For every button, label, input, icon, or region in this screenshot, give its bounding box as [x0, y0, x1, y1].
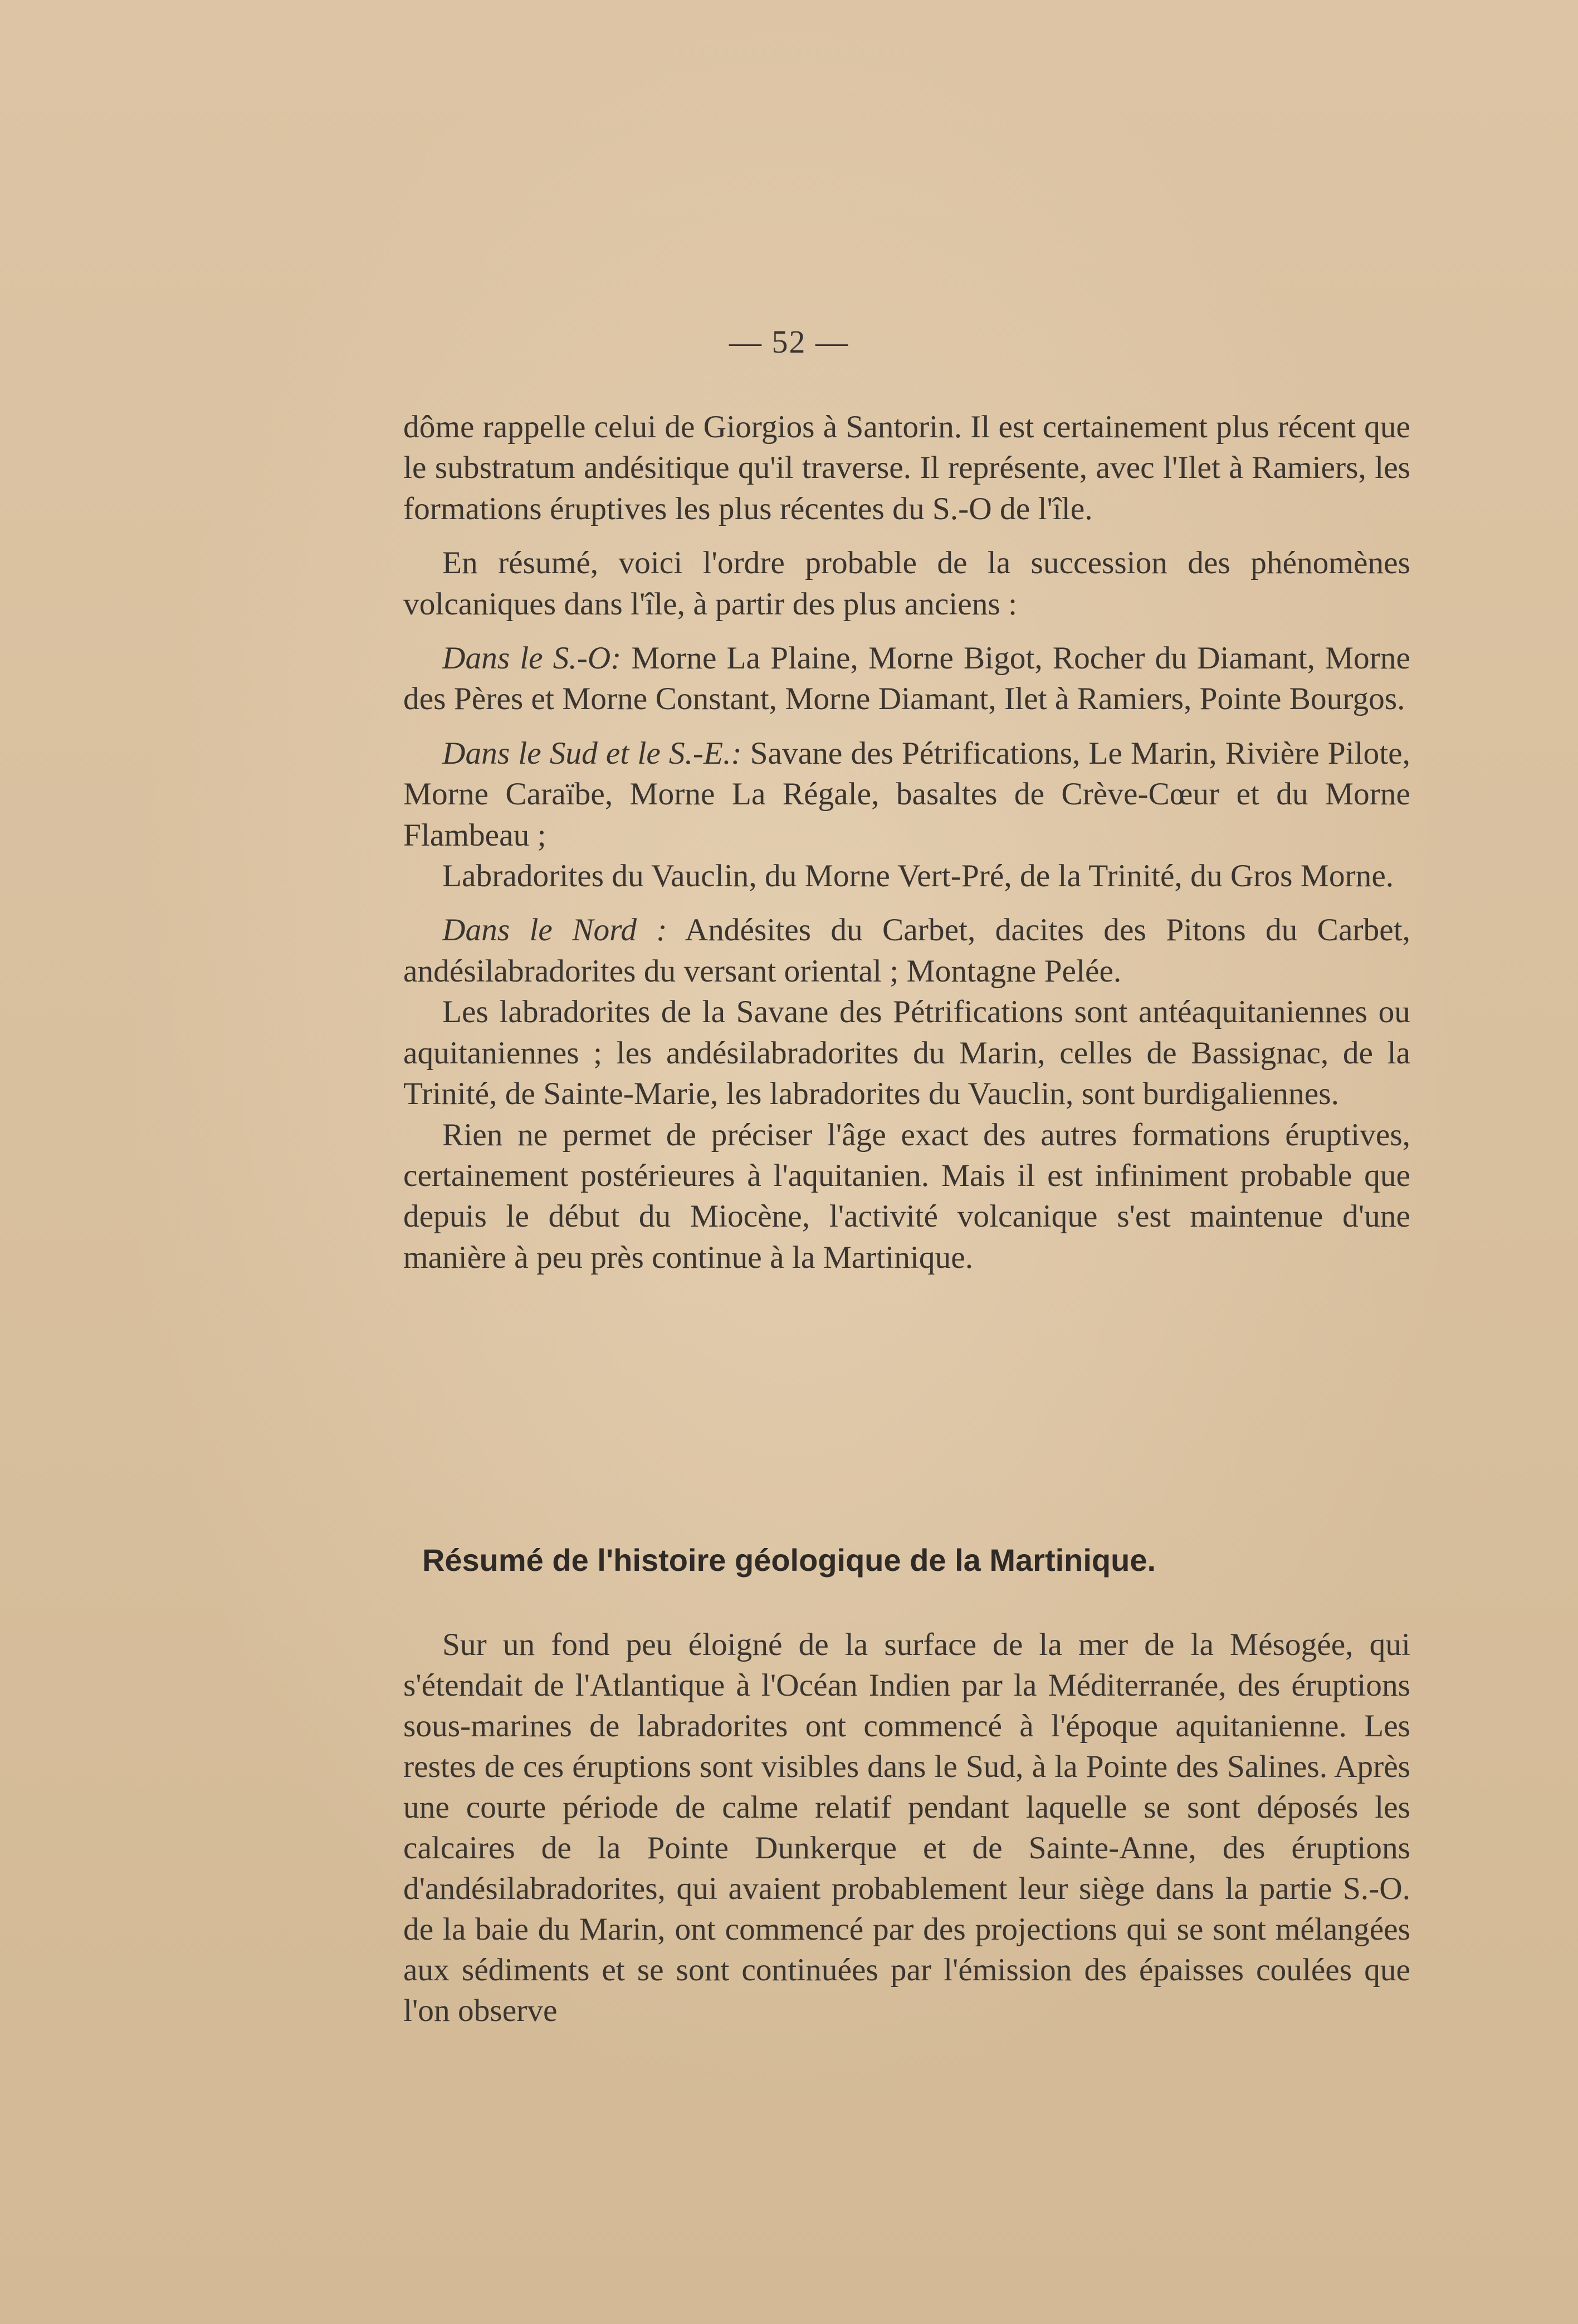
paragraph-history: Sur un fond peu éloigné de la surface de la mer de la Mésogée, qui s'étendait de l'Atlantique à l'Océan Indien par la Méditerranée, des éruptions sous-marines de labradorites ont commencé à l'époque aquitanienne. Les restes de ces éruptions sont visibles dans le Sud, à la Pointe des Salines. Après une courte période de calme relatif pendant laquelle se sont déposés les calcaires de la Pointe Dunkerque et de Sainte-Anne, des éruptions d'andésilabradorites, qui avaient probablement leur siège dans la partie S.-O. de la baie du Marin, ont commencé par des projections qui se sont mélangées aux sédiments et se sont continuées par l'émission des épaisses coulées que l'on observe [403, 1627, 1410, 2028]
paragraph-south-east [403, 733, 1410, 856]
paragraph-lead: Dans le Nord : [442, 912, 667, 948]
page-number: — 52 — [729, 324, 849, 360]
paragraph-ages: Les labradorites de la Savane des Pétrifications sont antéaquitaniennes ou aquitaniennes ; les andésilabradorites du Marin, celles de Bassignac, de la Trinité, de Sainte-Marie, les labradorites du Vauclin, sont burdigaliennes. [403, 994, 1410, 1112]
paragraph-lead: Dans le Sud et le S.-E.: [442, 735, 742, 771]
paragraph-summary-intro: En résumé, voici l'ordre probable de la succession des phénomènes volcaniques dans l'île, à partir des plus anciens : [403, 545, 1410, 622]
paragraph-labradorites: Labradorites du Vauclin, du Morne Vert-Pré, de la Trinité, du Gros Morne. [442, 858, 1394, 894]
paragraph-body: Savane des Pétrifications, Le Marin, Rivière Pilote, Morne Caraïbe, Morne La Régale, basaltes de Crève-Cœur et du Morne Flambeau ; [403, 735, 1410, 853]
body-text [403, 407, 1410, 1278]
paragraph-body: Morne La Plaine, Morne Bigot, Rocher du Diamant, Morne des Pères et Morne Constant, Morne Diamant, Ilet à Ramiers, Pointe Bourgos. [403, 641, 1410, 717]
paragraph-continuation: dôme rappelle celui de Giorgios à Santorin. Il est certainement plus récent que le substratum andésitique qu'il traverse. Il représente, avec l'Ilet à Ramiers, les formations éruptives les plus récentes du S.-O de l'île. [403, 409, 1410, 526]
section-body [403, 1624, 1410, 2031]
paragraph-north [403, 910, 1410, 992]
paragraph-body: Andésites du Carbet, dacites des Pitons du Carbet, andésilabradorites du versant oriental ; Montagne Pelée. [403, 912, 1410, 989]
paragraph-south-west [403, 638, 1410, 720]
section-title: Résumé de l'histoire géologique de la Martinique. [422, 1542, 1156, 1578]
paragraph-miocene: Rien ne permet de préciser l'âge exact des autres formations éruptives, certainement postérieures à l'aquitanien. Mais il est infiniment probable que depuis le début du Miocène, l'activité volcanique s'est maintenue d'une manière à peu près continue à la Martinique. [403, 1117, 1410, 1275]
paragraph-lead: Dans le S.-O: [442, 641, 622, 676]
